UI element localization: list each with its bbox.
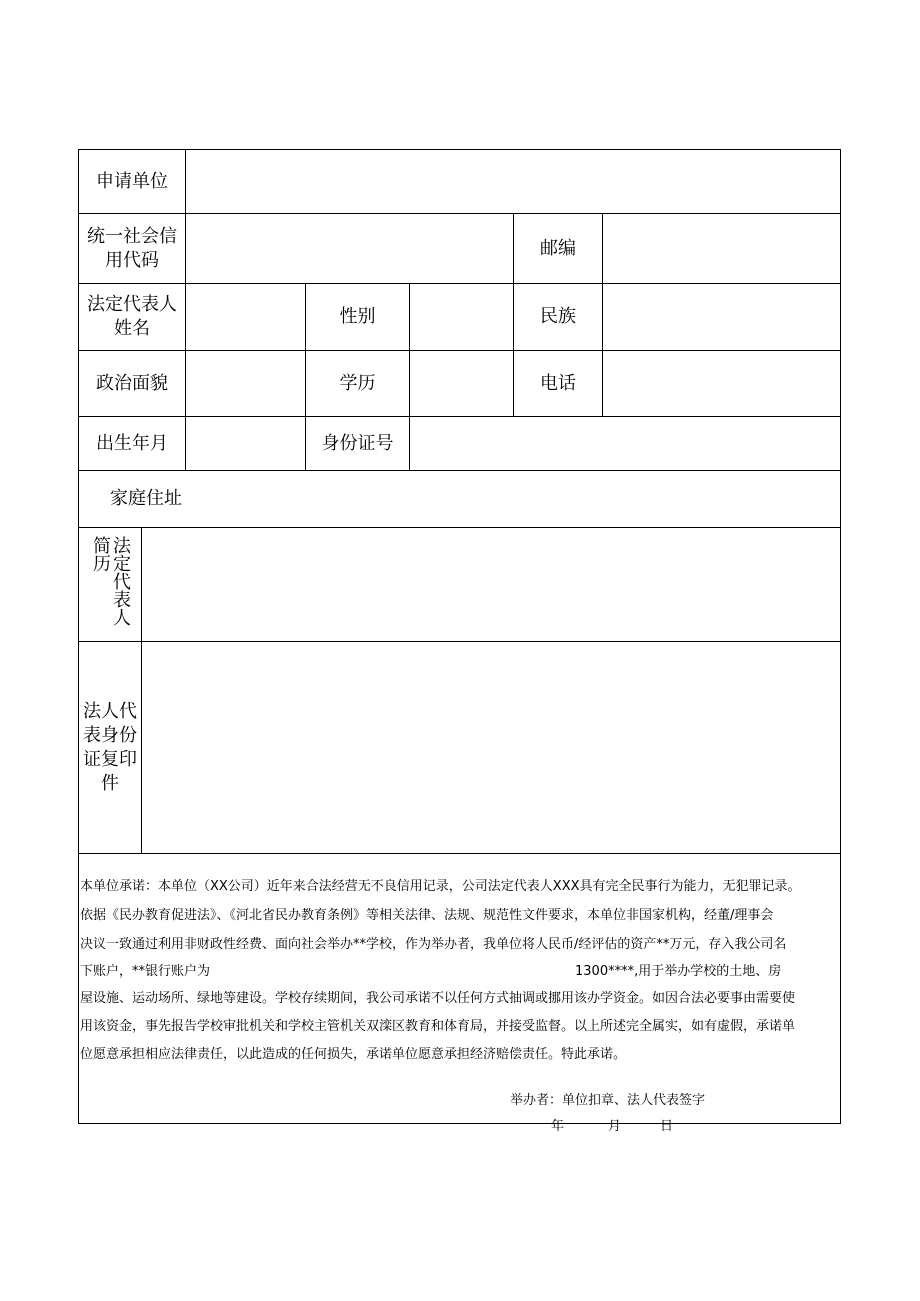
date-year: 年 [551, 1119, 565, 1134]
date-month: 月 [608, 1119, 622, 1134]
row-divider [78, 853, 841, 854]
id-number-field[interactable] [410, 417, 840, 470]
commitment-line: 决议一致通过利用非财政性经费、面向社会举办**学校，作为举办者，我单位将人民币/经评估的资产**万元，存入我公司名 [80, 937, 787, 952]
commitment-line: 位愿意承担相应法律责任，以此造成的任何损失，承诺单位愿意承担经济赔偿责任。特此承诺。 [80, 1047, 627, 1062]
education-field[interactable] [410, 351, 513, 416]
commitment-line: 依据《民办教育促进法》、《河北省民办教育条例》等相关法律、法规、规范性文件要求，本单位非国家机构，经董/理事会 [80, 908, 774, 923]
commitment-line: 本单位承诺：本单位（XX公司）近年来合法经营无不良信用记录，公司法定代表人XXX具有完全民事行为能力，无犯罪记录。 [80, 879, 801, 894]
legal-rep-name-field[interactable] [186, 284, 305, 350]
postal-code-label: 邮编 [540, 237, 576, 259]
commitment-line: 1300****,用于举办学校的土地、房 [575, 964, 782, 979]
applicant-unit-label: 申请单位 [96, 170, 168, 192]
political-status-label: 政治面貌 [96, 372, 168, 394]
legal-rep-name-label: 法定代表人姓名 [87, 294, 177, 339]
commitment-line: 下账户，**银行账户为 [80, 964, 211, 979]
resume-field[interactable] [142, 528, 840, 641]
gender-label: 性别 [339, 306, 376, 327]
resume-label: 法定代表人简历 [90, 536, 131, 626]
education-label: 学历 [339, 372, 376, 394]
home-address-label: 家庭住址 [110, 488, 182, 509]
date-day: 日 [660, 1119, 674, 1134]
id-copy-label: 法人代表身份证复印件 [83, 700, 137, 794]
signer-label: 举办者：单位扣章、法人代表签字 [510, 1093, 706, 1108]
credit-code-field[interactable] [186, 214, 513, 283]
home-address-field[interactable] [320, 471, 840, 527]
resume-label-box [82, 536, 138, 636]
ethnicity-label: 民族 [540, 306, 576, 327]
birth-date-label: 出生年月 [96, 432, 168, 454]
political-status-field[interactable] [186, 351, 305, 416]
gender-field[interactable] [410, 284, 513, 350]
phone-label: 电话 [540, 372, 576, 394]
postal-code-field[interactable] [603, 214, 840, 283]
commitment-line: 用该资金，事先报告学校审批机关和学校主管机关双滦区教育和体育局，并接受监督。以上所述完全属实，如有虚假，承诺单 [80, 1019, 796, 1034]
id-copy-area[interactable] [142, 642, 840, 853]
ethnicity-field[interactable] [603, 284, 840, 350]
applicant-unit-field[interactable] [186, 150, 840, 213]
commitment-line: 屋设施、运动场所、绿地等建设。学校存续期间，我公司承诺不以任何方式抽调或挪用该办学资金。如因合法必要事由需要使 [80, 991, 796, 1006]
phone-field[interactable] [603, 351, 840, 416]
birth-date-field[interactable] [186, 417, 305, 470]
credit-code-label: 统一社会信用代码 [87, 225, 177, 271]
id-number-label: 身份证号 [321, 432, 394, 454]
